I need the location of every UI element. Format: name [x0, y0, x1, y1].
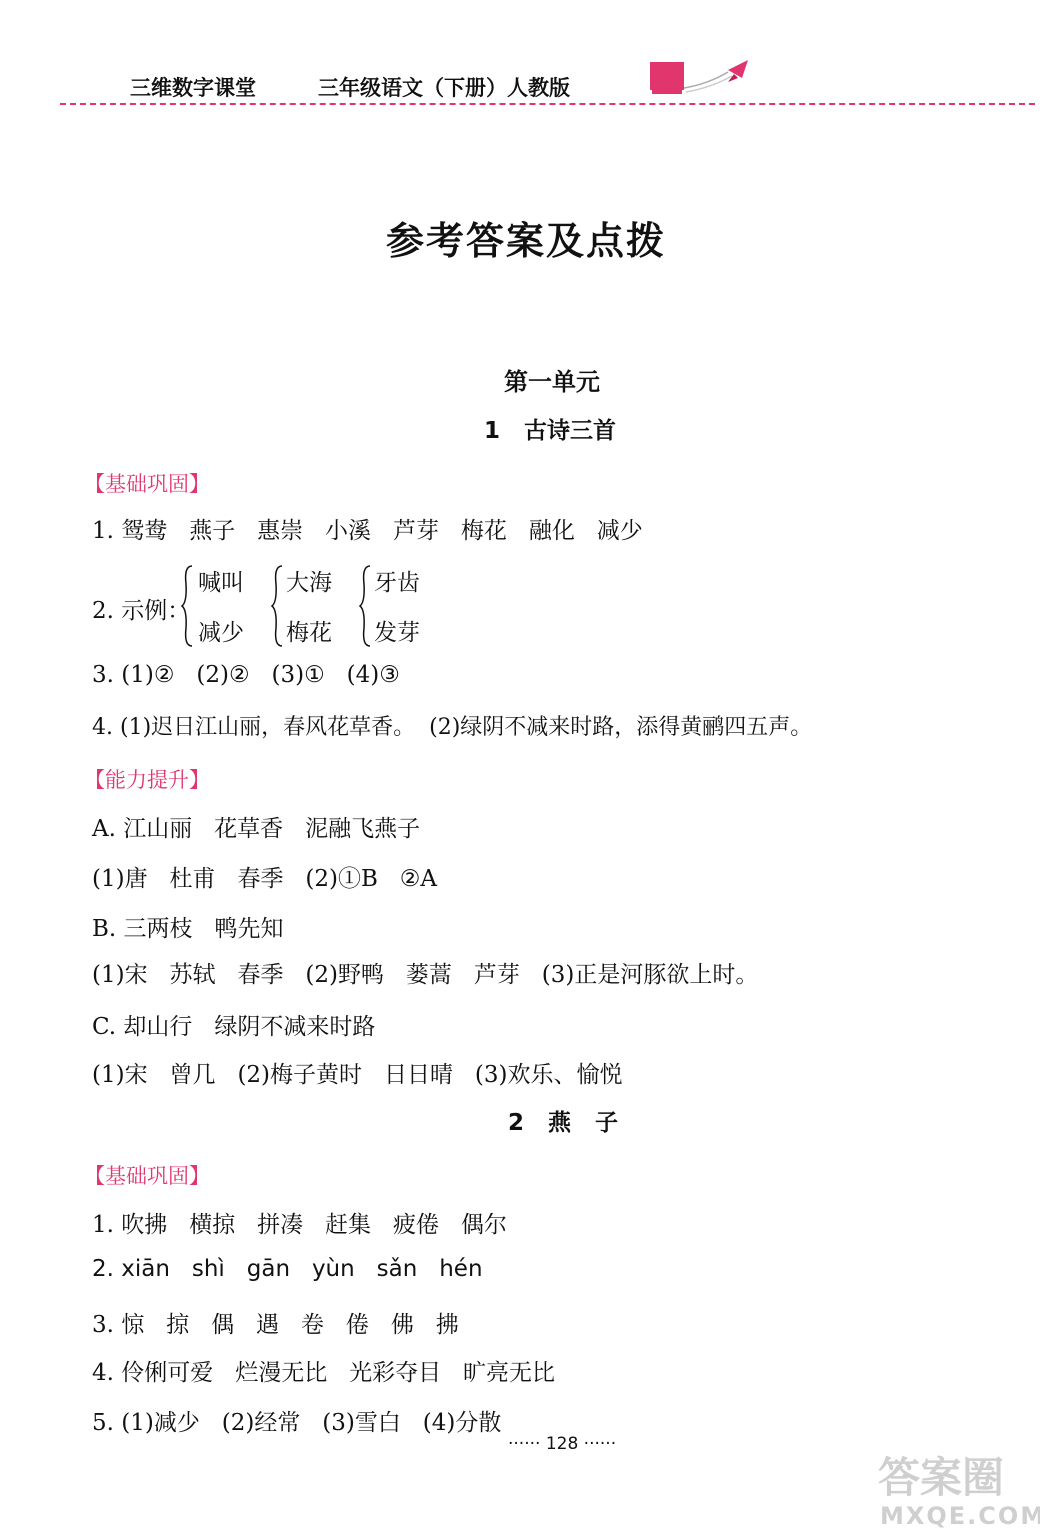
- answer-line: (1)唐 杜甫 春季 (2)①B ②A: [92, 866, 438, 892]
- example-word: 牙齿: [374, 570, 420, 596]
- brace-icon: [180, 564, 194, 648]
- section-tag-basic: 【基础巩固】: [84, 1164, 210, 1188]
- answer-line: 1. 鸳鸯 燕子 惠崇 小溪 芦芽 梅花 融化 减少: [92, 518, 643, 544]
- example-word: 发芽: [374, 620, 420, 646]
- brace-icon: [358, 564, 372, 648]
- rocket-icon: [648, 58, 758, 102]
- section-tag-ability: 【能力提升】: [84, 768, 210, 792]
- answer-prefix: 2. 示例：: [92, 598, 191, 624]
- answer-line: (1)宋 曾几 (2)梅子黄时 日日晴 (3)欢乐、愉悦: [92, 1062, 623, 1088]
- watermark-text: 答案圈: [878, 1453, 1005, 1502]
- watermark-url: MXQE.COM: [880, 1502, 1040, 1528]
- header-brand: 三维数字课堂: [130, 76, 256, 100]
- page-number: ······ 128 ······: [508, 1434, 617, 1454]
- page-header: [0, 0, 1052, 110]
- answer-line: 3. (1)② (2)② (3)① (4)③: [92, 662, 400, 688]
- brace-icon: [270, 564, 284, 648]
- answer-line: A. 江山丽 花草香 泥融飞燕子: [92, 816, 421, 842]
- header-book-title: 三年级语文（下册）人教版: [318, 76, 570, 100]
- answer-line: (1)宋 苏轼 春季 (2)野鸭 蒌蒿 芦芽 (3)正是河豚欲上时。: [92, 962, 759, 988]
- answer-q2-example: [92, 562, 492, 650]
- page-number-value: 128: [545, 1434, 579, 1454]
- example-word: 梅花: [286, 620, 332, 646]
- answer-line: 5. (1)减少 (2)经常 (3)雪白 (4)分散: [92, 1410, 502, 1436]
- watermark-logo: [870, 1448, 1040, 1528]
- answer-line: 1. 吹拂 横掠 拼凑 赶集 疲倦 偶尔: [92, 1212, 507, 1238]
- page-title: 参考答案及点拨: [385, 218, 666, 263]
- answer-line: 3. 惊 掠 偶 遇 卷 倦 佛 拂: [92, 1312, 459, 1338]
- answer-line: 4. 伶俐可爱 烂漫无比 光彩夺目 旷亮无比: [92, 1360, 556, 1386]
- lesson-title: 1 古诗三首: [484, 418, 617, 444]
- example-word: 减少: [198, 620, 244, 646]
- answer-line: C. 却山行 绿阴不减来时路: [92, 1014, 376, 1040]
- example-word: 喊叫: [198, 570, 244, 596]
- unit-title: 第一单元: [504, 368, 600, 396]
- example-word: 大海: [286, 570, 332, 596]
- lesson-title: 2 燕 子: [508, 1110, 619, 1136]
- answer-line: B. 三两枝 鸭先知: [92, 916, 284, 942]
- section-tag-basic: 【基础巩固】: [84, 472, 210, 496]
- answer-line: 2. xiān shì gān yùn sǎn hén: [92, 1256, 483, 1282]
- answer-line: 4. (1)迟日江山丽，春风花草香。 (2)绿阴不减来时路，添得黄鹂四五声。: [92, 715, 813, 740]
- header-divider: [60, 103, 1035, 105]
